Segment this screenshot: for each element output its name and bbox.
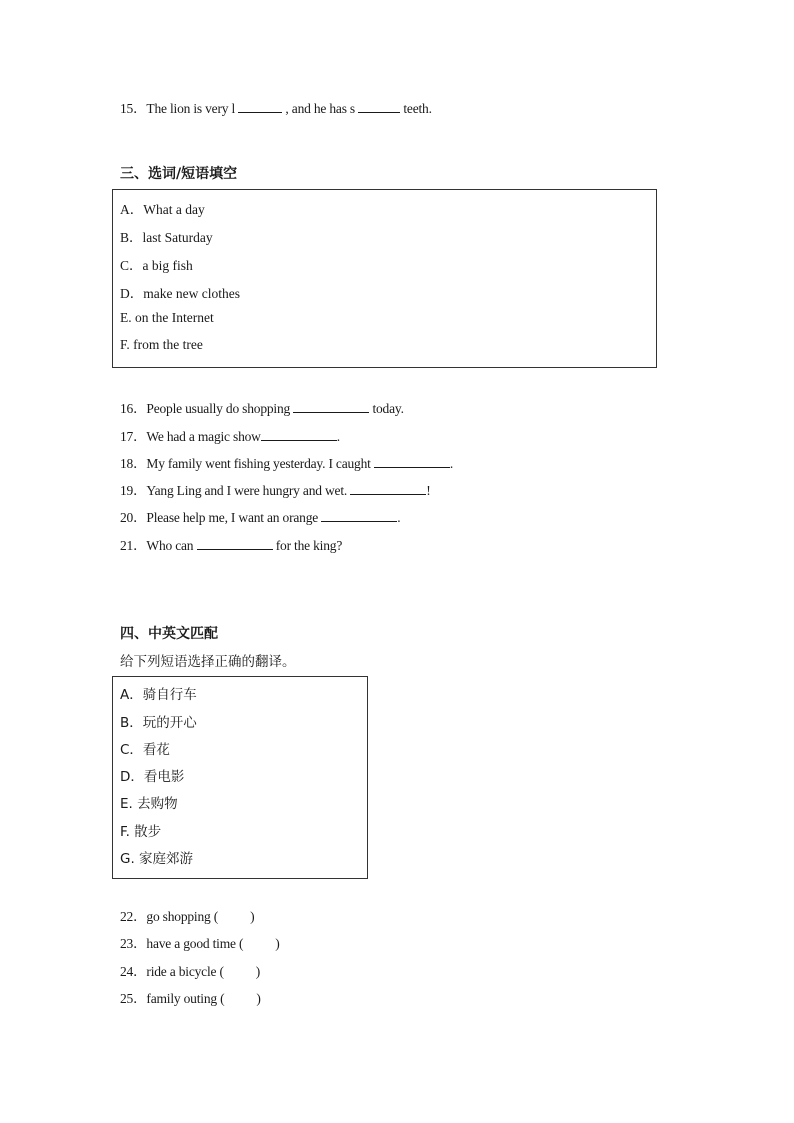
question-number: 20． bbox=[120, 510, 147, 525]
option-b: B．last Saturday bbox=[120, 230, 213, 245]
question-text: My family went fishing yesterday. I caught bbox=[146, 456, 371, 471]
question-text: today. bbox=[372, 401, 404, 416]
question-number: 18． bbox=[120, 456, 147, 471]
question-23 bbox=[120, 932, 280, 952]
question-text: People usually do shopping bbox=[146, 401, 291, 416]
option-e: E. 去购物 bbox=[120, 796, 178, 812]
question-number: 21． bbox=[120, 538, 147, 553]
question-25 bbox=[120, 987, 261, 1007]
answer-blank[interactable] bbox=[374, 455, 450, 468]
question-text: Yang Ling and I were hungry and wet. bbox=[146, 483, 348, 498]
option-g: G. 家庭郊游 bbox=[120, 851, 194, 867]
question-17 bbox=[120, 425, 340, 445]
answer-blank[interactable] bbox=[358, 100, 400, 113]
option-a: A．What a day bbox=[120, 202, 205, 217]
question-text: ! bbox=[426, 483, 431, 498]
option-c: C．看花 bbox=[120, 742, 170, 758]
question-20 bbox=[120, 506, 400, 526]
option-c: C．a big fish bbox=[120, 258, 193, 273]
option-d: D．make new clothes bbox=[120, 286, 240, 301]
question-number: 25． bbox=[120, 991, 147, 1006]
question-text: Please help me, I want an orange bbox=[146, 510, 319, 525]
section-4-instruction: 给下列短语选择正确的翻译。 bbox=[120, 654, 296, 670]
translation-options-box bbox=[112, 676, 368, 879]
question-text: The lion is very l bbox=[146, 101, 236, 116]
question-text: go shopping ( bbox=[146, 909, 219, 924]
option-f: F. 散步 bbox=[120, 824, 162, 840]
question-text: ride a bicycle ( bbox=[146, 964, 224, 979]
question-number: 17． bbox=[120, 429, 147, 444]
question-21 bbox=[120, 534, 342, 554]
option-f: F. from the tree bbox=[120, 337, 203, 352]
question-text: teeth. bbox=[403, 101, 432, 116]
question-number: 16． bbox=[120, 401, 147, 416]
word-bank-box bbox=[112, 189, 657, 368]
question-text: . bbox=[336, 429, 340, 444]
answer-blank[interactable] bbox=[261, 428, 337, 441]
question-number: 24． bbox=[120, 964, 147, 979]
question-19 bbox=[120, 479, 431, 499]
question-number: 19． bbox=[120, 483, 147, 498]
question-22 bbox=[120, 905, 254, 925]
question-number: 15． bbox=[120, 101, 147, 116]
question-text: for the king? bbox=[275, 538, 343, 553]
section-3-title: 三、选词/短语填空 bbox=[120, 166, 238, 182]
answer-blank[interactable] bbox=[293, 400, 369, 413]
question-18 bbox=[120, 452, 453, 472]
question-24 bbox=[120, 960, 260, 980]
option-d: D．看电影 bbox=[120, 769, 185, 785]
question-number: 22． bbox=[120, 909, 147, 924]
close-paren: ) bbox=[250, 909, 255, 924]
question-text: . bbox=[397, 510, 401, 525]
question-text: family outing ( bbox=[146, 991, 225, 1006]
question-text: have a good time ( bbox=[146, 936, 244, 951]
close-paren: ) bbox=[275, 936, 280, 951]
answer-blank[interactable] bbox=[197, 537, 273, 550]
answer-blank[interactable] bbox=[350, 482, 426, 495]
close-paren: ) bbox=[256, 991, 261, 1006]
answer-blank[interactable] bbox=[321, 509, 397, 522]
question-text: , and he has s bbox=[285, 101, 355, 116]
option-e: E. on the Internet bbox=[120, 310, 214, 325]
question-number: 23． bbox=[120, 936, 147, 951]
answer-blank[interactable] bbox=[238, 100, 282, 113]
close-paren: ) bbox=[255, 964, 261, 979]
question-text: . bbox=[449, 456, 454, 471]
question-16 bbox=[120, 397, 404, 417]
question-text: Who can bbox=[146, 538, 194, 553]
option-b: B．玩的开心 bbox=[120, 715, 197, 731]
option-a: A．骑自行车 bbox=[120, 687, 197, 703]
question-text: We had a magic show bbox=[146, 429, 261, 444]
section-4-title: 四、中英文匹配 bbox=[120, 626, 218, 642]
question-15 bbox=[120, 97, 432, 117]
